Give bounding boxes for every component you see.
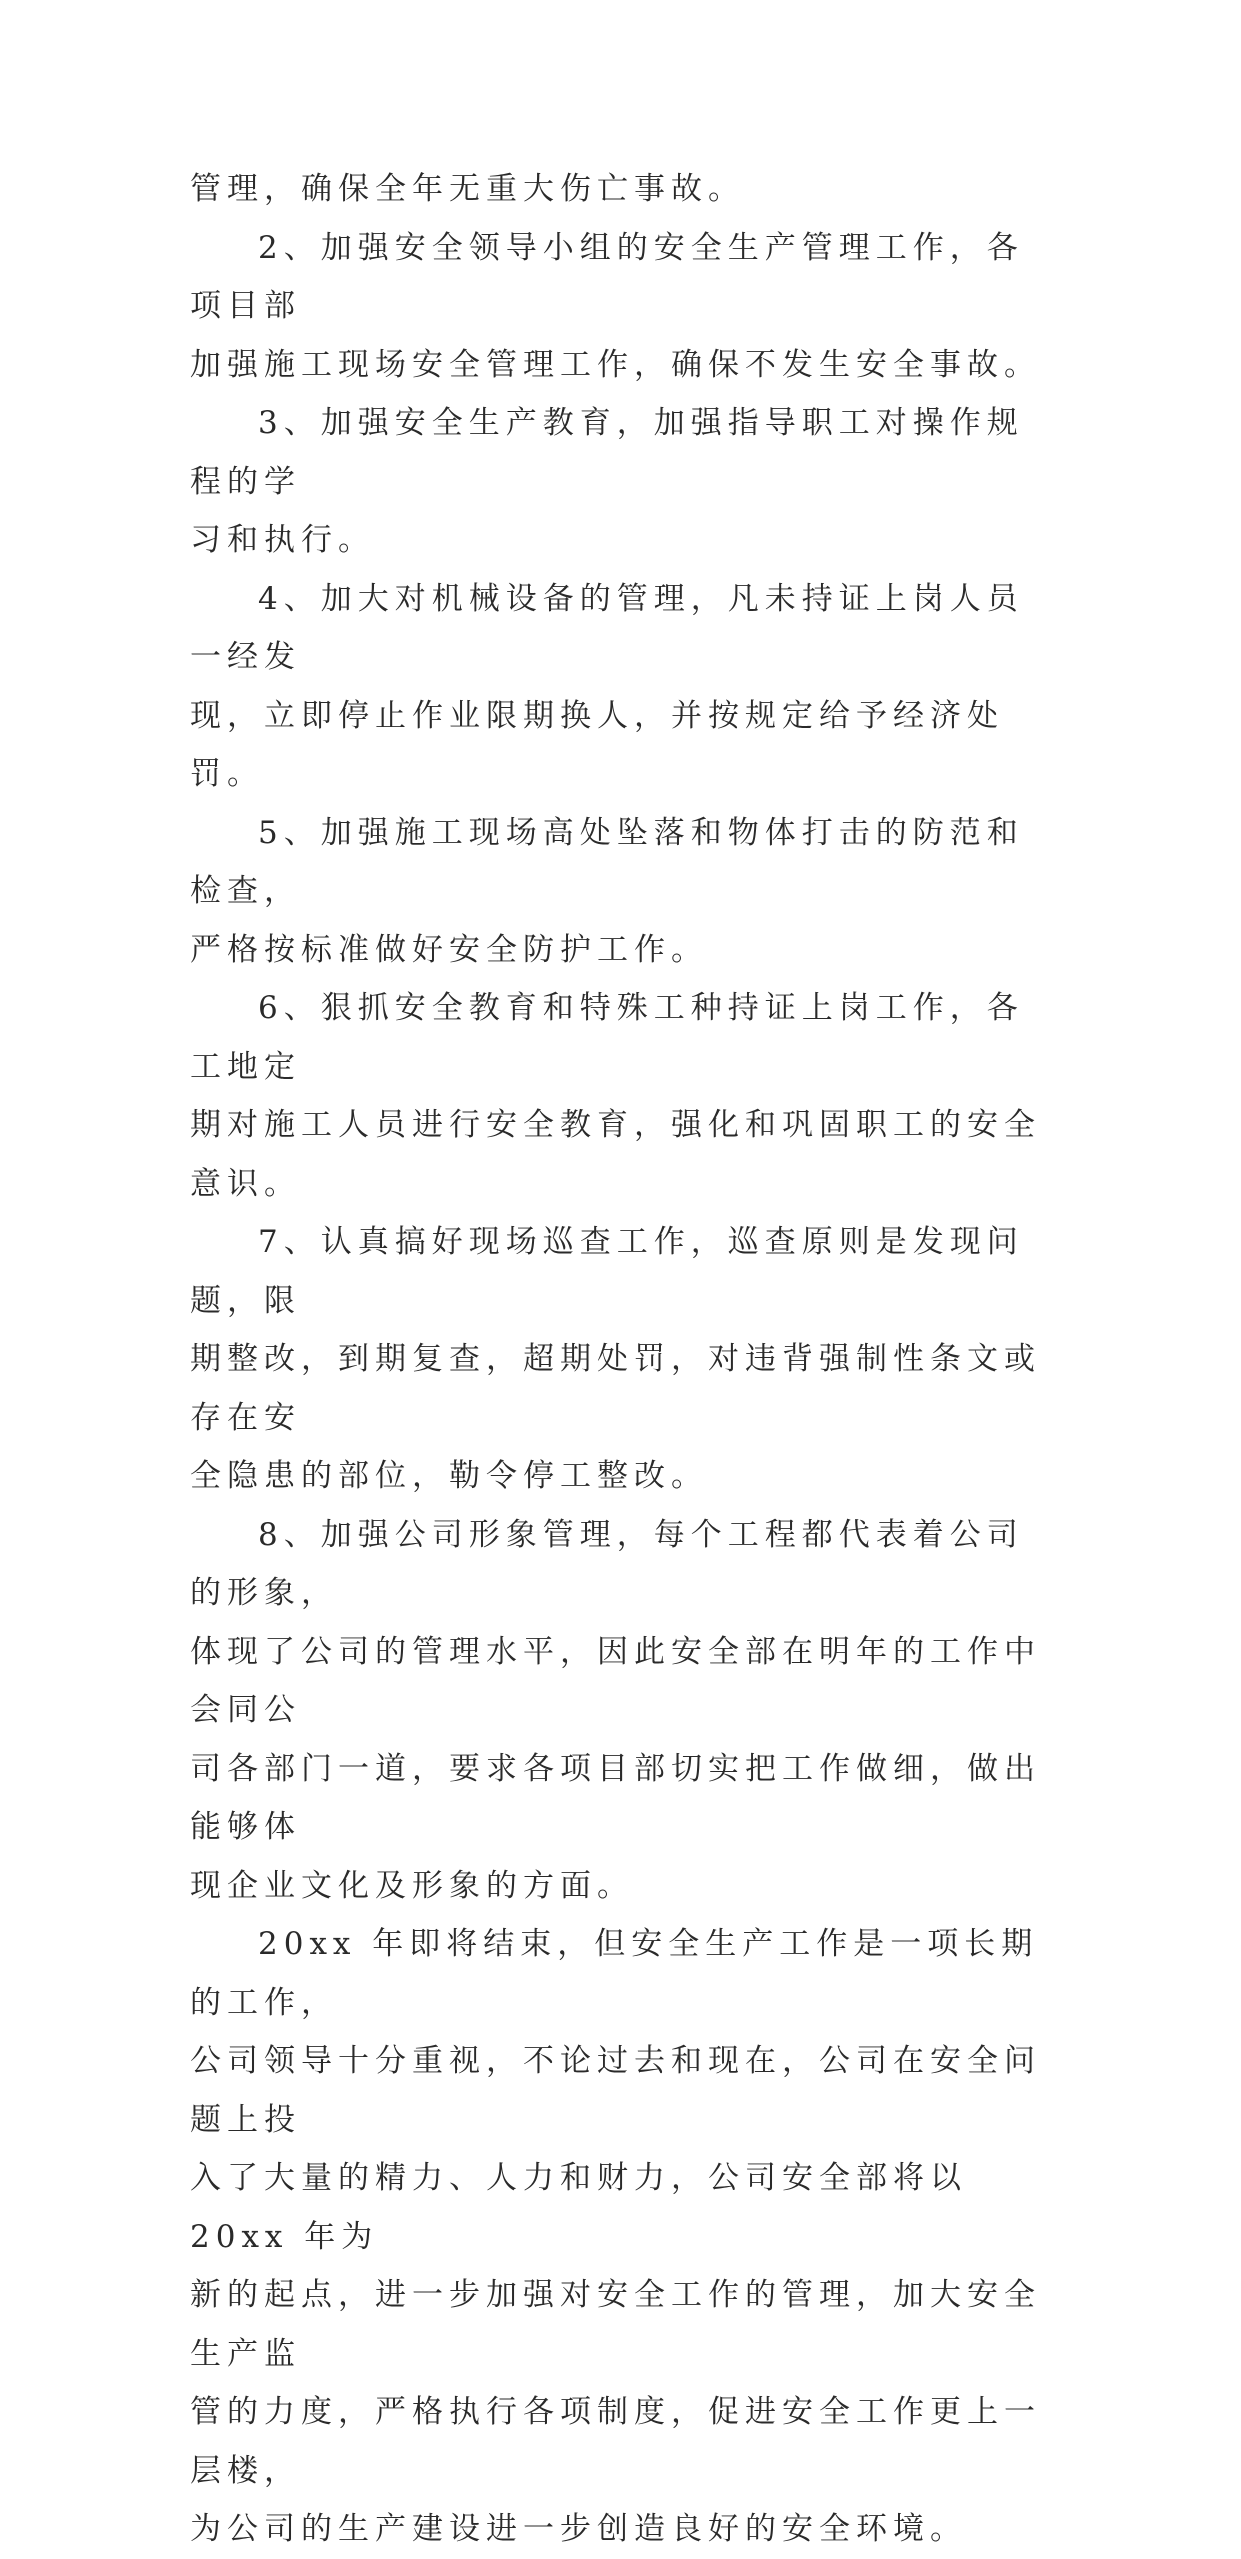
paragraph-item-7: 7、认真搞好现场巡查工作，巡查原则是发现问题，限 期整改，到期复查，超期处罚，对违背强制性条文或存在安 全隐患的部位，勒令停工整改。 bbox=[190, 1224, 1041, 1494]
paragraph-item-5: 5、加强施工现场高处坠落和物体打击的防范和检查， 严格按标准做好安全防护工作。 bbox=[190, 814, 1024, 968]
paragraph-item-8: 8、加强公司形象管理，每个工程都代表着公司的形象， 体现了公司的管理水平，因此安全部在明年的工作中会同公 司各部门一道，要求各项目部切实把工作做细，做出能够体 现企业文化及形象的方面。 bbox=[190, 1516, 1041, 1904]
paragraph-item-3: 3、加强安全生产教育，加强指导职工对操作规程的学 习和执行。 bbox=[190, 405, 1024, 558]
document-body bbox=[190, 160, 1060, 2559]
paragraph-item-4: 4、加大对机械设备的管理，凡未持证上岗人员一经发 现，立即停止作业限期换人，并按规定给予经济处罚。 bbox=[190, 580, 1024, 792]
paragraph-continuation: 管理，确保全年无重大伤亡事故。 bbox=[190, 171, 745, 207]
paragraph-conclusion: 20xx 年即将结束，但安全生产工作是一项长期的工作， 公司领导十分重视，不论过去和现在，公司在安全问题上投 入了大量的精力、人力和财力，公司安全部将以 20xx 年为 新的起点，进一步加强对安全工作的管理，加大安全生产监 管的力度，严格执行各项制度，促进安全工作更上一层楼， 为公司的生产建设进一步创造良好的安全环境。 bbox=[190, 1926, 1041, 2547]
paragraph-item-6: 6、狠抓安全教育和特殊工种持证上岗工作，各工地定 期对施工人员进行安全教育，强化和巩固职工的安全意识。 bbox=[190, 990, 1041, 1202]
paragraph-item-2: 2、加强安全领导小组的安全生产管理工作，各项目部 加强施工现场安全管理工作，确保不发生安全事故。 bbox=[190, 229, 1041, 383]
